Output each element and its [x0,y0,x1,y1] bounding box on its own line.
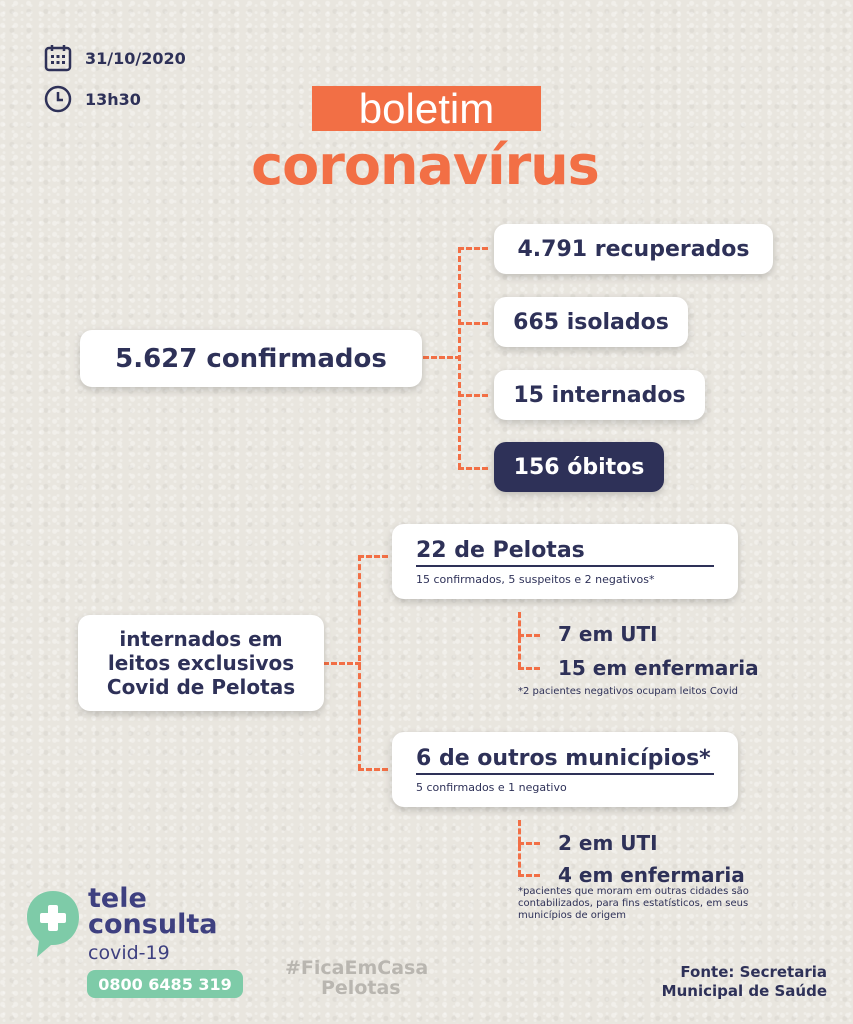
tree-connector [518,667,540,670]
outros-desc: 5 confirmados e 1 negativo [416,780,567,794]
hashtag-line1: #FicaEmCasa [285,957,429,979]
source-line2: Municipal de Saúde [661,982,827,1000]
outros-ward: 4 em enfermaria [558,863,745,887]
phone-number: 0800 6485 319 [87,970,243,998]
tree-connector [518,634,540,637]
pelotas-note: *2 pacientes negativos ocupam leitos Covid [518,686,738,697]
hashtag-line2: Pelotas [321,977,401,999]
tree-connector [518,820,521,876]
tree-connector [323,662,361,665]
tree-connector [358,768,388,771]
pelotas-card [392,524,738,599]
logo-tele: tele [88,883,147,914]
tree-connector [458,394,488,397]
tree-connector [458,247,488,250]
report-date: 31/10/2020 [85,48,186,68]
tree-connector [458,322,488,325]
time-row [43,84,141,114]
calendar-icon [43,43,73,73]
pelotas-title: 22 de Pelotas [416,538,714,567]
outros-card [392,732,738,807]
confirmed-card: 5.627 confirmados [80,330,422,387]
report-time: 13h30 [85,89,141,109]
tree-connector [518,612,521,668]
hospital-label-card [78,615,324,711]
outros-uti: 2 em UTI [558,831,658,855]
date-row [43,43,186,73]
outros-note: *pacientes que moram em outras cidades são contabilizados, para fins estatísticos, em seus municípios de origem [518,886,749,921]
hospital-label: internados em leitos exclusivos Covid de Pelotas [106,627,296,699]
pelotas-uti: 7 em UTI [558,622,658,646]
source-credit [662,963,827,1001]
teleconsulta-logo-mark [25,889,81,959]
pelotas-ward: 15 em enfermaria [558,656,759,680]
logo-covid: covid-19 [88,942,170,964]
title-coronavirus: coronavírus [251,134,599,197]
medical-cross-pin-icon [25,889,81,959]
deaths-card: 156 óbitos [494,442,664,492]
pelotas-desc: 15 confirmados, 5 suspeitos e 2 negativos* [416,572,655,586]
clock-icon [43,84,73,114]
tree-connector [358,555,388,558]
source-line1: Fonte: Secretaria [680,963,827,981]
hospitalized-card: 15 internados [494,370,705,420]
logo-consulta: consulta [88,909,218,940]
outros-title: 6 de outros municípios* [416,746,714,775]
recovered-card: 4.791 recuperados [494,224,773,274]
tree-connector [423,356,461,359]
isolated-card: 665 isolados [494,297,688,347]
tree-connector [458,467,488,470]
tree-connector [518,842,540,845]
hashtag [285,958,428,998]
title-boletim: boletim [312,86,541,131]
tree-connector [518,874,540,877]
